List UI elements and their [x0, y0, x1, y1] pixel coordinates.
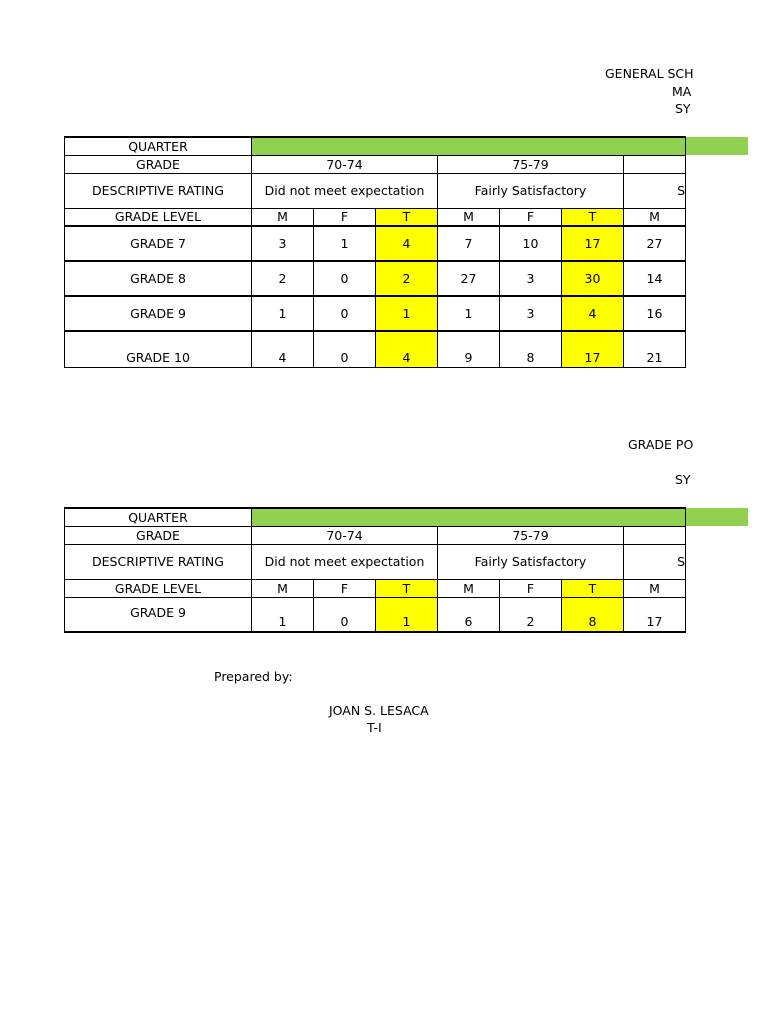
col-header-t: T [376, 208, 438, 226]
cell-value: 3 [500, 296, 562, 331]
col-header-m: M [252, 208, 314, 226]
rating-2: Fairly Satisfactory [438, 173, 624, 208]
rating-1: Did not meet expectation [252, 173, 438, 208]
cell-total: 1 [376, 597, 438, 632]
col-header-t: T [562, 579, 624, 597]
rating-3-partial: S [624, 544, 686, 579]
section-2-title: GRADE PO [628, 437, 694, 452]
enrollment-table-1 [64, 136, 686, 368]
cell-value: 27 [438, 261, 500, 296]
header-line-2: MA [672, 84, 692, 99]
col-header-f: F [314, 579, 376, 597]
cell-value: 0 [314, 261, 376, 296]
quarter-label: QUARTER [65, 508, 252, 526]
cell-total: 8 [562, 597, 624, 632]
cell-total: 17 [562, 331, 624, 367]
prepared-by-label: Prepared by: [214, 669, 293, 684]
cell-value: 2 [252, 261, 314, 296]
cell-value: 0 [314, 331, 376, 367]
cell-value: 7 [438, 226, 500, 261]
table-row [65, 597, 686, 632]
col-header-m: M [438, 208, 500, 226]
descriptive-rating-label: DESCRIPTIVE RATING [65, 173, 252, 208]
grade-range-3 [624, 155, 686, 173]
quarter-value-cell [252, 137, 686, 155]
row-label: GRADE 8 [65, 261, 252, 296]
cell-total: 4 [376, 331, 438, 367]
table-row [65, 226, 686, 261]
col-header-m: M [624, 579, 686, 597]
grade-range-1: 70-74 [252, 526, 438, 544]
grade-label: GRADE [65, 526, 252, 544]
grade-label: GRADE [65, 155, 252, 173]
row-label: GRADE 10 [65, 331, 252, 367]
rating-2: Fairly Satisfactory [438, 544, 624, 579]
enrollment-table-2 [64, 507, 686, 633]
grade-range-3 [624, 526, 686, 544]
rating-1: Did not meet expectation [252, 544, 438, 579]
cell-value: 3 [500, 261, 562, 296]
header-line-1: GENERAL SCH [605, 66, 694, 81]
cell-value: 1 [314, 226, 376, 261]
cell-value: 2 [500, 597, 562, 632]
col-header-m: M [438, 579, 500, 597]
section-2-sy: SY [675, 472, 691, 487]
cell-total: 1 [376, 296, 438, 331]
grade-level-label: GRADE LEVEL [65, 579, 252, 597]
cell-value: 1 [252, 597, 314, 632]
table-row [65, 261, 686, 296]
cell-value: 8 [500, 331, 562, 367]
cell-total: 2 [376, 261, 438, 296]
quarter-fill-overflow [686, 508, 748, 526]
table-row [65, 296, 686, 331]
cell-value: 1 [438, 296, 500, 331]
row-label: GRADE 7 [65, 226, 252, 261]
cell-value: 1 [252, 296, 314, 331]
col-header-f: F [500, 579, 562, 597]
cell-value: 17 [624, 597, 686, 632]
cell-value: 14 [624, 261, 686, 296]
rating-3-partial: S [624, 173, 686, 208]
col-header-f: F [500, 208, 562, 226]
cell-value: 0 [314, 597, 376, 632]
quarter-value-cell [252, 508, 686, 526]
grade-range-2: 75-79 [438, 526, 624, 544]
cell-total: 30 [562, 261, 624, 296]
cell-value: 9 [438, 331, 500, 367]
cell-value: 3 [252, 226, 314, 261]
quarter-label: QUARTER [65, 137, 252, 155]
quarter-fill-overflow [686, 137, 748, 155]
cell-total: 17 [562, 226, 624, 261]
table-row [65, 331, 686, 367]
grade-level-label: GRADE LEVEL [65, 208, 252, 226]
cell-total: 4 [562, 296, 624, 331]
col-header-t: T [562, 208, 624, 226]
cell-value: 4 [252, 331, 314, 367]
row-label: GRADE 9 [65, 597, 252, 632]
cell-value: 6 [438, 597, 500, 632]
row-label: GRADE 9 [65, 296, 252, 331]
cell-value: 27 [624, 226, 686, 261]
preparer-name: JOAN S. LESACA [329, 703, 429, 718]
col-header-m: M [252, 579, 314, 597]
cell-total: 4 [376, 226, 438, 261]
cell-value: 0 [314, 296, 376, 331]
grade-range-1: 70-74 [252, 155, 438, 173]
descriptive-rating-label: DESCRIPTIVE RATING [65, 544, 252, 579]
header-line-3: SY [675, 101, 691, 116]
col-header-m: M [624, 208, 686, 226]
col-header-f: F [314, 208, 376, 226]
grade-range-2: 75-79 [438, 155, 624, 173]
cell-value: 21 [624, 331, 686, 367]
preparer-position: T-I [367, 720, 382, 735]
col-header-t: T [376, 579, 438, 597]
cell-value: 16 [624, 296, 686, 331]
cell-value: 10 [500, 226, 562, 261]
